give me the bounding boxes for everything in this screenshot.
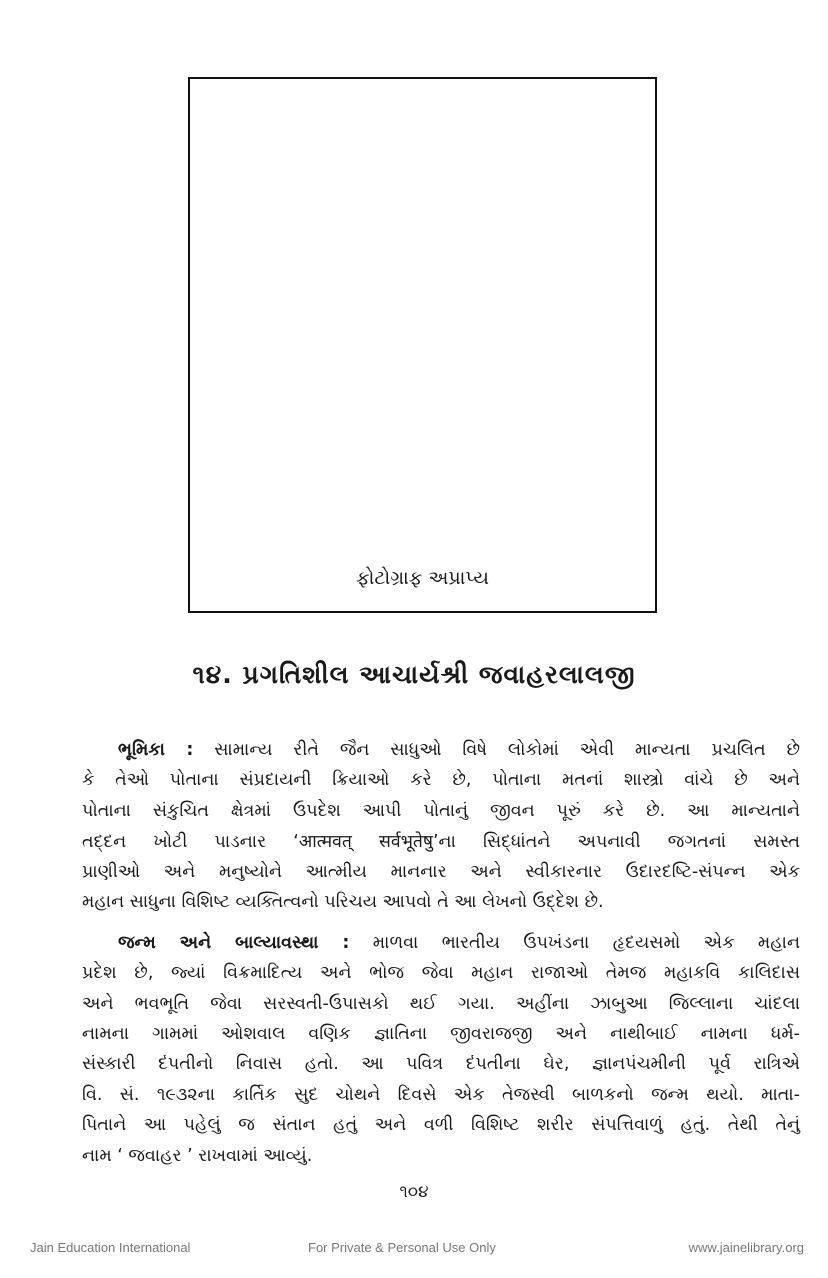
line-text: માળવા ભારતીય ઉપખંડના હૃદયસમો એક મહાન — [349, 933, 800, 953]
paragraph-line — [118, 931, 800, 955]
paragraph-line: નામ ‘ જવાહર ’ રાખવામાં આવ્યું. — [82, 1146, 313, 1166]
paragraph-line: કે તેઓ પોતાના સંપ્રદાયની ક્રિયાઓ કરે છે, પોતાના મતનાં શાસ્ત્રો વાંચે છે અને — [82, 770, 800, 790]
photo-placeholder-box — [188, 77, 657, 613]
paragraph-line — [118, 738, 800, 762]
chapter-title: ૧૪. પ્રગતિશીલ આચાર્યશ્રી જવાહરલાલજી — [192, 660, 636, 689]
line-text: સામાન્ય રીતે જૈન સાધુઓ વિષે લોકોમાં એવી માન્યતા પ્રચલિત છે — [193, 740, 801, 760]
photo-caption: ફોટોગ્રાફ અપ્રાપ્ય — [356, 567, 489, 589]
paragraph-line: તદ્દન ખોટી પાડનાર ‘आत्मवत् सर्वभूतेषु’ના સિદ્ધાંતને અપનાવી જગતનાં સમસ્ત — [82, 832, 800, 852]
paragraph-line: નામના ગામમાં ઓશવાલ વણિક જ્ઞાતિના જીવરાજજી અને નાથીબાઈ નામના ધર્મ- — [82, 1024, 800, 1044]
footer-left: Jain Education International — [30, 1240, 191, 1255]
footer-right-link[interactable]: www.jainelibrary.org — [688, 1240, 804, 1255]
paragraph-line: પ્રાણીઓ અને મનુષ્યોને આત્મીય માનનાર અને સ્વીકારનાર ઉદારદષ્ટિ-સંપન્ન એક — [82, 862, 800, 882]
paragraph-line: સંસ્કારી દંપતીનો નિવાસ હતો. આ પવિત્ર દંપતીના ઘેર, જ્ઞાનપંચમીની પૂર્વ રાત્રિએ — [82, 1054, 800, 1074]
paragraph-line: મહાન સાધુના વિશિષ્ટ વ્યક્તિત્વનો પરિચય આપવો તે આ લેખનો ઉદ્દેશ છે. — [82, 892, 604, 912]
paragraph-line: પોતાના સંકુચિત ક્ષેત્રમાં ઉપદેશ આપી પોતાનું જીવન પૂરું કરે છે. આ માન્યતાને — [82, 801, 800, 821]
paragraph-line: પિતાને આ પહેલું જ સંતાન હતું અને વળી વિશિષ્ટ શરીર સંપત્તિવાળું હતું. તેથી તેનું — [82, 1115, 800, 1135]
section-heading: ભૂમિકા : — [118, 740, 194, 760]
page-number: ૧૦૪ — [399, 1182, 429, 1202]
footer-center: For Private & Personal Use Only — [308, 1240, 496, 1255]
paragraph-line: પ્રદેશ છે, જ્યાં વિક્રમાદિત્ય અને ભોજ જેવા મહાન રાજાઓ તેમજ મહાકવિ કાલિદાસ — [82, 963, 800, 983]
paragraph-line: વિ. સં. ૧૯૩૨ના કાર્તિક સુદ ચોથને દિવસે એક તેજસ્વી બાળકનો જન્મ થયો. માતા- — [82, 1085, 800, 1105]
section-heading: જન્મ અને બાલ્યાવસ્થા : — [118, 933, 350, 953]
paragraph-line: અને ભવભૂતિ જેવા સરસ્વતી-ઉપાસકો થઈ ગયા. અહીંના ઝાબુઆ જિલ્લાના ચાંદલા — [82, 994, 800, 1014]
